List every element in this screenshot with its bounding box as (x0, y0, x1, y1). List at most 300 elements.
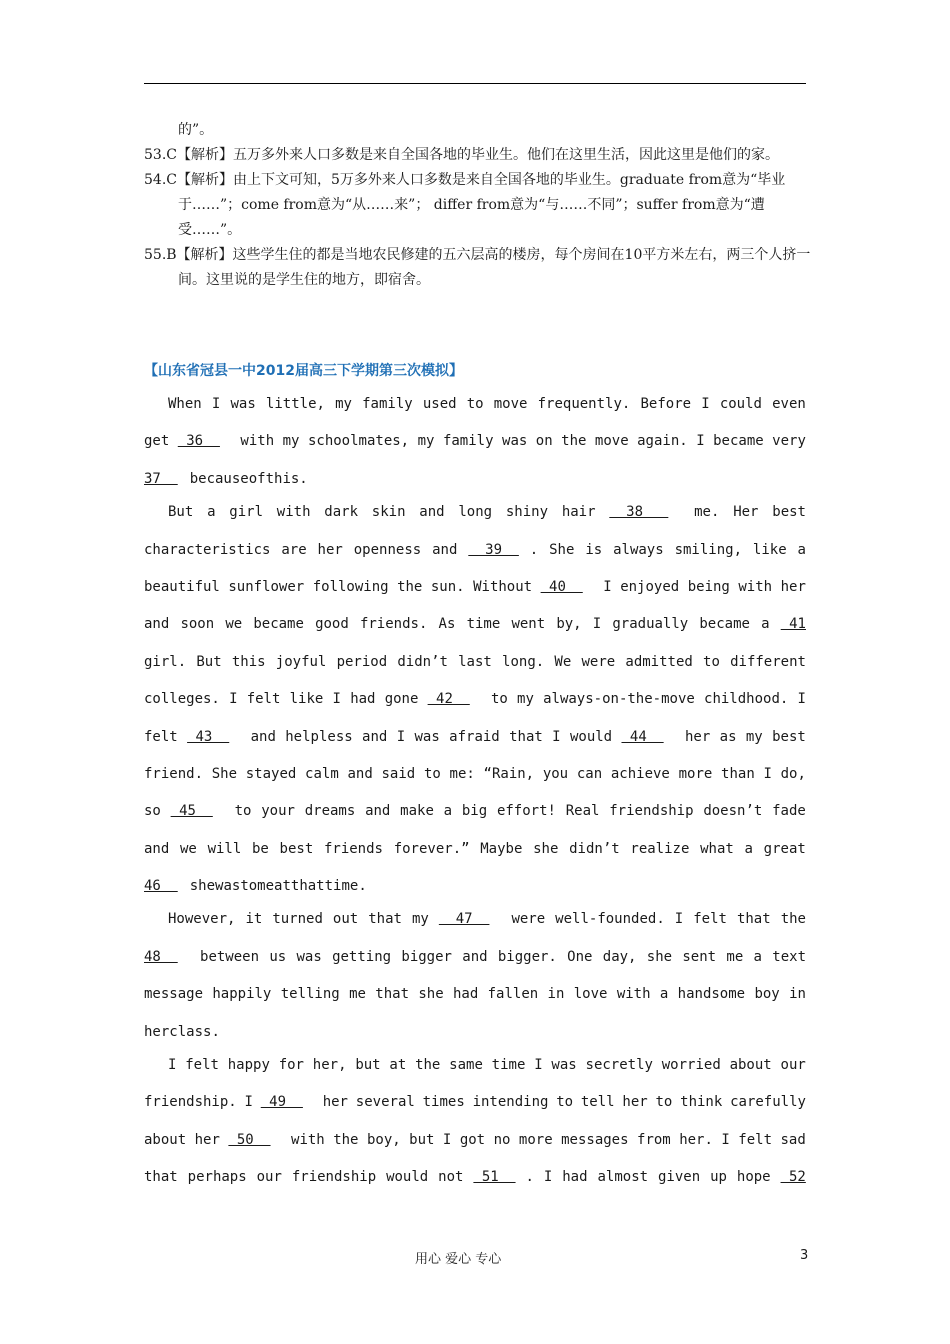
passage-word: helpless (285, 728, 353, 745)
passage-word: times (422, 1094, 465, 1111)
passage-word: sad (780, 1131, 806, 1148)
passage-word: I (696, 433, 705, 450)
passage-word: that (736, 911, 771, 928)
passage-word: day, (602, 948, 637, 965)
passage-word: than (721, 765, 755, 782)
passage-word: was (230, 396, 256, 412)
cloze-blank: 36 (177, 433, 220, 450)
passage-word: As (438, 616, 456, 633)
passage-line (144, 497, 806, 534)
passage-word: my (745, 728, 763, 745)
passage-word: message (144, 986, 204, 1003)
passage-word: boy (754, 986, 780, 1003)
passage-word: openness (353, 541, 422, 558)
passage-word: friend. (144, 765, 204, 782)
passage-word: her (780, 578, 806, 595)
cloze-blank: 43 (187, 728, 230, 745)
passage-word: several (355, 1094, 415, 1111)
passage-word: I (534, 1057, 543, 1074)
passage-word: calm (305, 765, 339, 782)
passage-word: at (389, 1057, 407, 1074)
passage-word: move (493, 396, 528, 412)
passage-word: she (646, 948, 673, 965)
passage-word: When (168, 396, 202, 412)
passage-word: love (573, 986, 608, 1003)
passage-word: time. (324, 878, 367, 895)
passage-word: schoolmates, (307, 433, 410, 450)
note-54: 54.C【解析】由上下文可知，5万多外来人口多数是来自全国各地的毕业生。graduate from意为“毕业于……”；come from意为“从……来”； differ from意为“与……不同”；suffer from意为“遭受……”。 (144, 172, 786, 238)
passage-word: and (462, 948, 488, 965)
passage-word: we (180, 840, 197, 857)
passage-word: out (332, 911, 359, 928)
passage-word: she (189, 878, 216, 895)
passage-word: but (355, 1057, 381, 1074)
passage-word: me (257, 878, 275, 895)
passage-word: was (502, 433, 528, 450)
passage-word: felt (693, 911, 727, 928)
passage-word: well-founded. (555, 911, 665, 928)
passage-word: a (659, 986, 669, 1003)
passage-word: . (525, 1169, 534, 1186)
passage-word: I (442, 1131, 452, 1148)
passage-word: she (418, 986, 444, 1003)
passage-word: girl (229, 504, 264, 521)
passage-word: bigger. (497, 948, 557, 965)
passage-word: could (719, 396, 762, 412)
passage-word: doesn’t (703, 803, 763, 820)
passage-word: I (592, 616, 602, 633)
passage-word: and (347, 765, 373, 782)
passage-word: very (772, 433, 806, 450)
passage-word: her (317, 541, 343, 558)
passage-word: last (458, 653, 492, 670)
passage-word: turned (272, 911, 323, 928)
passage-line (144, 796, 806, 833)
passage-word: always (613, 541, 664, 558)
passage-word: Maybe (480, 840, 523, 857)
passage-word: felt (144, 728, 178, 745)
passage-word: given (658, 1169, 701, 1186)
passage-word: and (250, 728, 276, 745)
passage-word: I (229, 691, 238, 708)
passage-word: my (417, 433, 435, 450)
passage-word: even (772, 396, 806, 412)
passage-word: But (196, 653, 222, 670)
passage-word: effort! (496, 803, 556, 820)
passage-word: friends (323, 840, 383, 857)
passage-word: me (726, 948, 744, 965)
passage-word: the (780, 911, 806, 928)
passage-word: again. (637, 433, 688, 450)
passage-word: friends. (359, 616, 428, 633)
passage-word: between (200, 948, 260, 965)
passage-word: I (763, 765, 772, 782)
passage-word: being (687, 578, 730, 595)
passage-word: of (248, 470, 266, 487)
passage-word: I (552, 728, 561, 745)
passage-word: was (296, 948, 322, 965)
passage-word: went (511, 616, 546, 633)
passage-word: would (569, 728, 613, 745)
passage-word: text (772, 948, 806, 965)
passage-word: not (438, 1169, 464, 1186)
passage-word: felt (246, 691, 281, 708)
passage-word: became (253, 616, 304, 633)
passage-word: and (432, 541, 458, 558)
passage-word: and (365, 803, 391, 820)
passage-word: more (518, 1131, 553, 1148)
cloze-blank: 44 (621, 728, 664, 745)
passage-word: the (333, 1131, 359, 1148)
passage-word: to (240, 878, 258, 895)
passage-line (144, 1125, 806, 1162)
passage-word: that (144, 1169, 178, 1186)
passage-word: different (730, 653, 806, 670)
passage-word: afraid (449, 728, 500, 745)
passage-word: about (144, 1131, 187, 1148)
passage-word: “Rain, (483, 765, 535, 782)
passage-word: frequently. (537, 396, 631, 412)
passage-word: like (752, 541, 787, 558)
passage-word: the (561, 433, 587, 450)
passage-word: a (753, 948, 762, 965)
passage-line (144, 389, 806, 426)
passage-word: She (549, 541, 575, 558)
passage-word: more (678, 765, 713, 782)
passage-word: colleges. (144, 691, 220, 708)
passage-word: I (674, 911, 684, 928)
passage-word: But (168, 504, 194, 521)
passage-line (144, 834, 806, 871)
passage-line (144, 871, 806, 908)
passage-word: with (738, 578, 773, 595)
passage-word: for (278, 1057, 304, 1074)
passage-word: boy, (366, 1131, 401, 1148)
passage-word: are (281, 541, 307, 558)
passage-word: will (207, 840, 242, 857)
passage-word: best (772, 728, 806, 745)
header-rule (144, 83, 806, 84)
passage-word: at (274, 878, 291, 895)
cloze-blank: 39 (468, 541, 519, 558)
passage-word: little, (265, 396, 325, 412)
passage-word: her. (679, 1131, 713, 1148)
passage-word: family (442, 433, 494, 450)
passage-word: to (466, 396, 484, 412)
footer-motto: 用心 爱心 专心 (415, 1252, 502, 1267)
passage-word: messages (561, 1131, 629, 1148)
passage-word: would (386, 1169, 429, 1186)
cloze-blank: 41 (780, 616, 806, 633)
passage-line (144, 684, 806, 721)
passage-word: stayed (245, 765, 297, 782)
passage-word: my (282, 433, 300, 450)
passage-word: a (207, 504, 216, 521)
passage-word: I (211, 396, 221, 412)
cloze-blank: 48 (144, 948, 178, 965)
passage-word: was (551, 1057, 577, 1074)
passage-word: time (466, 616, 501, 633)
passage-word: gone (384, 691, 419, 708)
passage-word: . (529, 541, 539, 558)
passage-word: perhaps (187, 1169, 247, 1186)
passage-word: time (491, 1057, 526, 1074)
passage-word: our (780, 1057, 806, 1074)
passage-word: me: (449, 765, 475, 782)
passage-word: I (168, 1057, 177, 1074)
passage-word: with (616, 986, 651, 1003)
cloze-blank: 38 (609, 504, 669, 521)
passage-word: intending (472, 1094, 549, 1111)
passage-word: was (215, 878, 241, 895)
passage-word: However, (168, 911, 236, 928)
cloze-blank: 52 (780, 1169, 806, 1186)
cloze-blank: 45 (170, 803, 213, 820)
passage-word: a (443, 803, 453, 820)
passage-word: long (458, 504, 493, 521)
passage-word: felt (185, 1057, 219, 1074)
passage-word: in (789, 986, 806, 1003)
note-continuation: 的”。 (178, 122, 214, 138)
passage-word: so (144, 803, 161, 820)
passage-word: move (594, 433, 629, 450)
passage-word: I (603, 578, 612, 595)
passage-word: and (362, 728, 388, 745)
answer-notes (144, 118, 814, 293)
passage-word: class. (169, 1023, 220, 1040)
passage-word: and (144, 840, 170, 857)
passage-word: me. (694, 504, 720, 521)
passage-line (144, 1162, 806, 1199)
passage-word: didn’t (397, 653, 448, 670)
passage-word: no (493, 1131, 511, 1148)
passage-word: like (289, 691, 324, 708)
passage-word: gradually (612, 616, 689, 633)
passage-word: dreams (304, 803, 356, 820)
passage-word: family (362, 396, 413, 412)
passage-word: enjoyed (620, 578, 680, 595)
passage-line (144, 426, 806, 463)
passage-word: our (256, 1169, 282, 1186)
passage-word: sent (682, 948, 717, 965)
passage-word: happily (212, 986, 272, 1003)
passage-word: to (556, 1094, 574, 1111)
passage-line (144, 464, 806, 501)
passage-word: we (225, 616, 243, 633)
passage-line (144, 1017, 806, 1054)
passage-word: smiling, (674, 541, 743, 558)
passage-word: and (144, 616, 170, 633)
passage-word: had (350, 691, 376, 708)
passage-word: were (511, 911, 546, 928)
passage-word: felt (738, 1131, 773, 1148)
passage-word: big (461, 803, 488, 820)
passage-word: to (703, 653, 720, 670)
passage-word: I (797, 691, 806, 708)
passage-word: from (637, 1131, 671, 1148)
passage-word: because (189, 470, 249, 487)
passage-word: a (797, 541, 806, 558)
passage-word: One (567, 948, 593, 965)
cloze-blank: 47 (438, 911, 490, 928)
passage-word: was (414, 728, 440, 745)
passage-word: Without (473, 578, 533, 595)
section-title: 【山东省冠县一中2012届高三下学期第三次模拟】 (144, 363, 463, 379)
passage-word: do, (780, 765, 806, 782)
passage-word: friendship. (144, 1094, 237, 1111)
passage-word: she (533, 840, 559, 857)
passage-word: said (381, 765, 416, 782)
passage-word: had (562, 1169, 588, 1186)
passage-word: friendship (609, 803, 694, 820)
passage-word: used (422, 396, 457, 412)
passage-line (144, 759, 806, 796)
passage-word: sun. (430, 578, 465, 595)
passage-word: with (291, 1131, 325, 1148)
passage-word: I (721, 1131, 730, 1148)
cloze-blank: 37 (144, 470, 178, 487)
passage-word: characteristics (144, 541, 271, 558)
passage-word: her (322, 1094, 348, 1111)
passage-line (144, 609, 806, 646)
passage-word: admitted (625, 653, 693, 670)
passage-word: I (244, 1094, 253, 1111)
passage-word: a (744, 840, 753, 857)
passage-word: her (622, 1094, 648, 1111)
passage-word: her, (312, 1057, 347, 1074)
cloze-passage (144, 389, 806, 1200)
passage-word: to (234, 803, 252, 820)
page-number: 3 (800, 1248, 809, 1263)
passage-word: Real (565, 803, 600, 820)
passage-word: worried (661, 1057, 721, 1074)
passage-word: this. (265, 470, 308, 487)
passage-word: shiny (505, 504, 549, 521)
passage-word: with (240, 433, 275, 450)
passage-word: became (713, 433, 764, 450)
cloze-blank: 42 (427, 691, 470, 708)
passage-line (144, 1050, 806, 1087)
passage-word: as (719, 728, 737, 745)
passage-line (144, 942, 806, 979)
passage-word: that (368, 911, 402, 928)
passage-word: were (581, 653, 616, 670)
passage-word: about (729, 1057, 772, 1074)
passage-word: to (490, 691, 508, 708)
passage-word: on (535, 433, 553, 450)
passage-word: this (231, 653, 266, 670)
passage-word: skin (371, 504, 406, 521)
passage-word: the (397, 578, 423, 595)
passage-word: me (349, 986, 366, 1003)
passage-word: that (375, 986, 409, 1003)
passage-word: my (517, 691, 534, 708)
passage-word: soon (180, 616, 215, 633)
passage-word: be (251, 840, 269, 857)
passage-word: is (585, 541, 603, 558)
passage-word: make (400, 803, 434, 820)
passage-word: Before (640, 396, 692, 412)
passage-line (144, 572, 806, 609)
passage-word: didn’t (569, 840, 620, 857)
passage-word: I (332, 691, 341, 708)
passage-word: with (276, 504, 311, 521)
passage-word: my (335, 396, 352, 412)
passage-word: that (509, 728, 543, 745)
passage-word: getting (332, 948, 392, 965)
passage-word: carefully (730, 1094, 806, 1111)
passage-word: happy (227, 1057, 270, 1074)
passage-word: great (763, 840, 806, 857)
passage-line (144, 535, 806, 572)
passage-word: I (701, 396, 710, 412)
passage-word: your (261, 803, 295, 820)
passage-word: almost (597, 1169, 649, 1186)
passage-word: tell (580, 1094, 615, 1111)
passage-word: always-on-the-move (543, 691, 695, 708)
passage-word: and (419, 504, 445, 521)
passage-word: handsome (677, 986, 746, 1003)
passage-word: hair (561, 504, 596, 521)
passage-word: childhood. (704, 691, 789, 708)
passage-word: got (459, 1131, 486, 1148)
passage-word: but (409, 1131, 435, 1148)
cloze-blank: 46 (144, 878, 178, 895)
note-55: 55.B【解析】这些学生住的都是当地农民修建的五六层高的楼房，每个房间在10平方米左右，两三个人挤一间。这里说的是学生住的地方，即宿舍。 (144, 247, 811, 288)
passage-word: following (312, 578, 389, 595)
passage-word: I (543, 1169, 553, 1186)
passage-word: realize (630, 840, 690, 857)
passage-word: hope (736, 1169, 771, 1186)
cloze-blank: 51 (473, 1169, 516, 1186)
passage-word: you (542, 765, 569, 782)
passage-word: us (269, 948, 287, 965)
passage-word: it (245, 911, 263, 928)
passage-word: beautiful (144, 578, 220, 595)
passage-word: We (554, 653, 572, 670)
passage-word: friendship (291, 1169, 377, 1186)
passage-word: bigger (401, 948, 452, 965)
passage-word: get (144, 433, 170, 450)
passage-line (144, 722, 806, 759)
passage-word: girl. (144, 653, 187, 670)
passage-word: sunflower (228, 578, 305, 595)
passage-word: dark (324, 504, 359, 521)
passage-word: by, (556, 616, 582, 633)
passage-word: long. (502, 653, 545, 670)
passage-word: forever.” (393, 840, 470, 857)
passage-word: I (396, 728, 406, 745)
passage-line (144, 1087, 806, 1124)
passage-word: best (772, 504, 806, 521)
passage-word: best (279, 840, 314, 857)
passage-word: achieve (610, 765, 670, 782)
passage-word: fallen (487, 986, 539, 1003)
passage-word: telling (280, 986, 340, 1003)
passage-line (144, 979, 806, 1016)
cloze-blank: 40 (540, 578, 583, 595)
passage-word: her (194, 1131, 220, 1148)
passage-line (144, 647, 806, 684)
cloze-blank: 50 (228, 1131, 271, 1148)
passage-word: my (411, 911, 429, 928)
passage-word: her (144, 1023, 170, 1040)
passage-word: fade (772, 803, 806, 820)
passage-word: She (211, 765, 238, 782)
passage-word: in (547, 986, 565, 1003)
passage-word: same (449, 1057, 483, 1074)
passage-word: that (290, 878, 325, 895)
